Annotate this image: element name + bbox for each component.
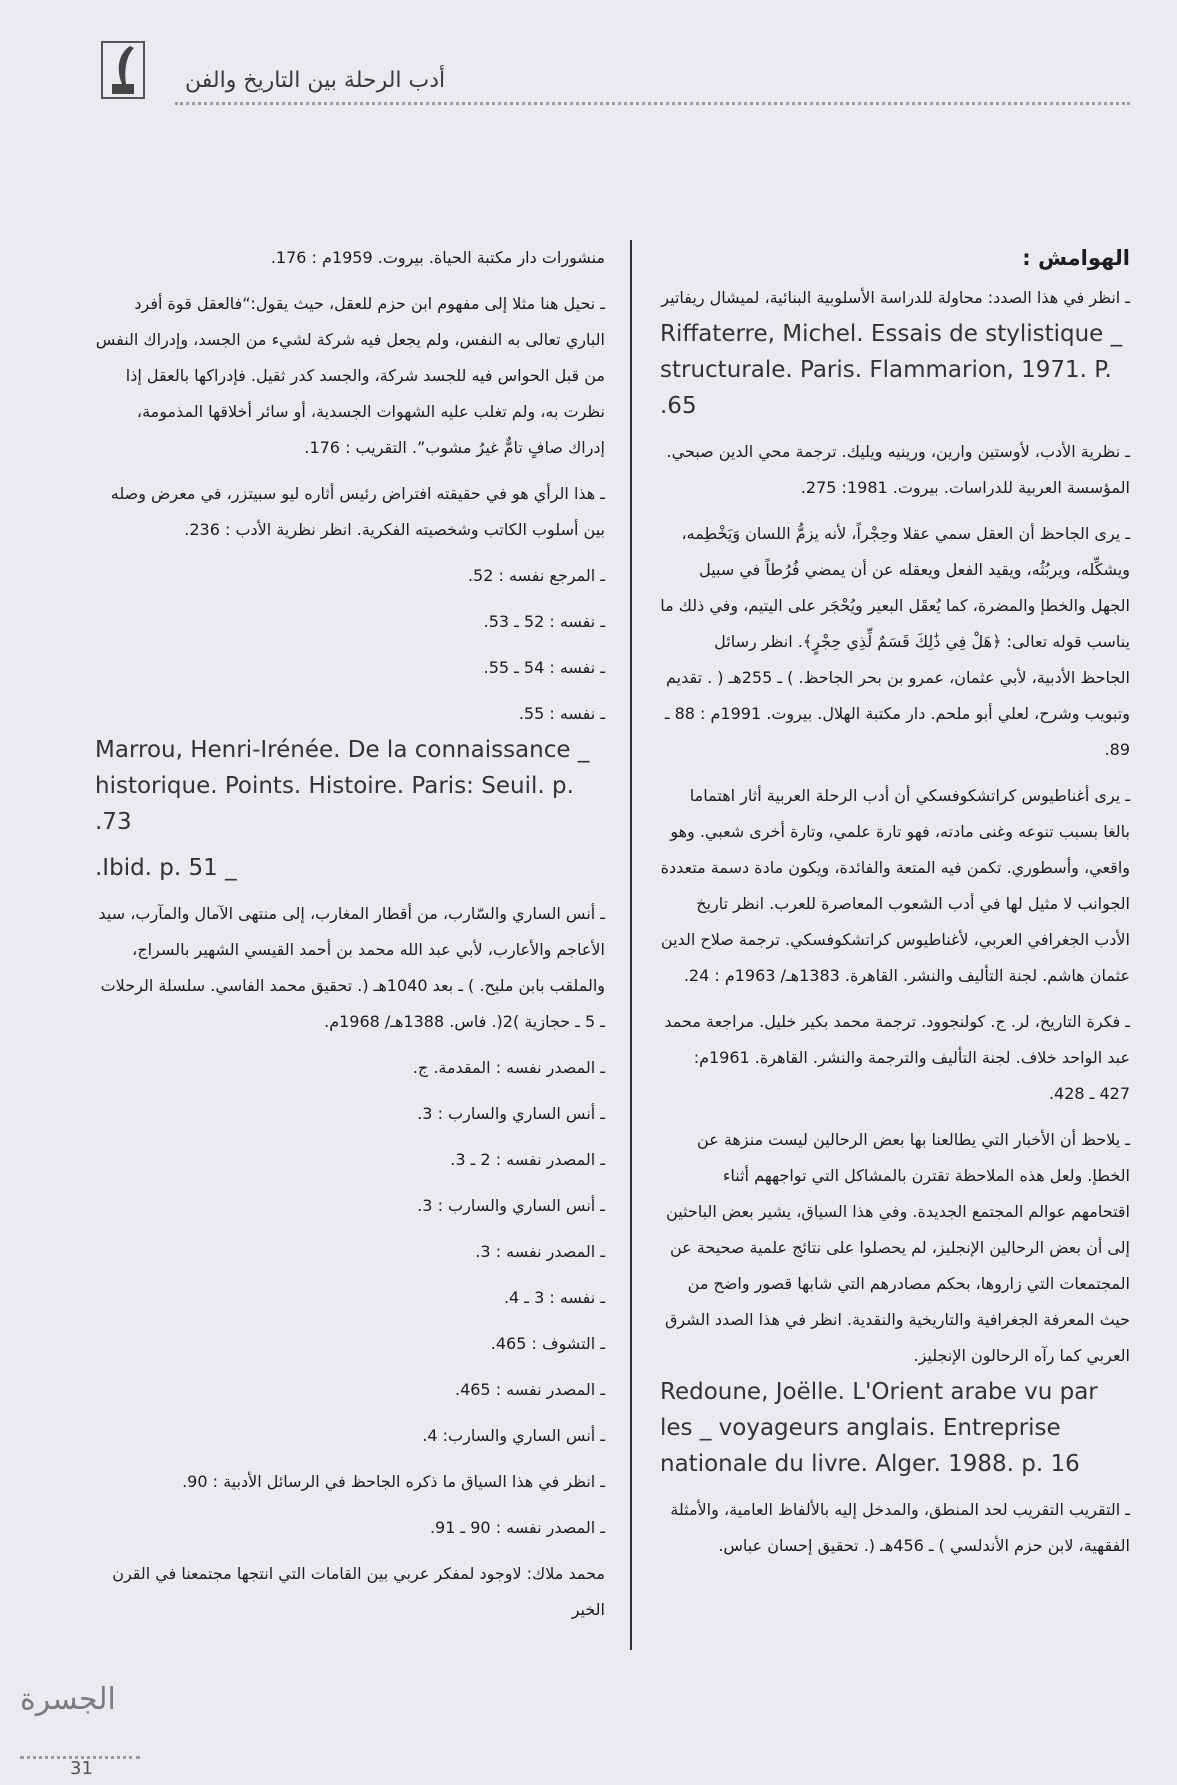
footnote [95,1418,605,1454]
footnote-text: ـ المصدر نفسه : 90 ـ 91. [429,1518,605,1537]
header-dotted-rule [175,102,1130,105]
footnote [660,1122,1130,1482]
footnote-text: ـ نحيل هنا مثلا إلى مفهوم ابن حزم للعقل، حيث يقول:“فالعقل قوة أفرد الباري تعالى به النفس، ولم يجعل فيه شركة لشيء من الجسد، وإدراك النفس من قبل الحواس فيه للجسد شركة، والجسد كدر ثقيل. فإدراكها بالعقل إذا نظرت به، ولم تغلب عليه الشهوات الجسدية، أو سائر أخلاقها المذمومة، إدراك صافٍ تامٌّ غيرُ مشوب”. التقريب : 176. [95,294,605,457]
footnote-text: ـ انظر في هذا الصدد: محاولة للدراسة الأسلوبية البنائية، لميشال ريفاتير [661,288,1130,307]
footnote-text: ـ نفسه : 54 ـ 55. [483,658,605,677]
footnote [95,1372,605,1408]
footnote-text: ـ نظرية الأدب، لأوستين وارين، ورينيه ويليك. ترجمة محي الدين صبحي. المؤسسة العربية للدراسات. بيروت. 1981: 275. [666,442,1130,497]
footnote [95,1464,605,1500]
page-header [95,40,1135,110]
footnote [95,604,605,640]
footnote-text: ـ المصدر نفسه : المقدمة. ج. [412,1058,605,1077]
footnote-text: ـ أنس الساري والسارب : 3. [417,1196,605,1215]
footnote [660,280,1130,424]
footnotes-right-column [660,240,1130,1574]
footnote-text: ـ يرى أغناطيوس كراتشكوفسكي أن أدب الرحلة العربية أثار اهتماما بالغا بسبب تنوعه وغنى مادته، فهو تارة علمي، وتارة أخرى شعبي. وهو واقعي، وأسطوري. تكمن فيه المتعة والفائدة، ويكون مادة دسمة متعددة الجوانب لا مثيل لها في أدب الشعوب المعاصرة للعرب. انظر تاريخ الأدب الجغرافي العربي، لأغناطيوس كراتشكوفسكي. ترجمة صلاح الدين عثمان هاشم. لجنة التأليف والنشر. القاهرة. 1383هـ/ 1963م : 24. [660,786,1130,985]
footnote-latin-ref: Marrou, Henri-Irénée. De la connaissance _ historique. Points. Histoire. Paris: Seuil. p. .73 [95,737,590,835]
footnote-text: ـ أنس الساري والسارب: 4. [422,1426,605,1445]
footnote-text: ـ نفسه : 3 ـ 4. [503,1288,605,1307]
footnote [660,778,1130,994]
footnote-text: ـ يلاحظ أن الأخبار التي يطالعنا بها بعض الرحالين ليست منزهة عن الخطإ. ولعل هذه الملاحظة تقترن بالمشاكل التي تواجههم أثناء اقتحامهم عوالم المجتمع الجديدة. وفي هذا السياق، يشير بعض الباحثين إلى أن بعض الرحالين الإنجليز، لم يحصلوا على نتائج علمية صحيحة عن المجتمعات التي زاروها، بحكم مصادرهم التي شابها قصور واضح من حيث المعرفة الجغرافية والتاريخية والنقدية. انظر في هذا الصدد الشرق العربي كما رآه الرحالون الإنجليز. [664,1130,1130,1365]
footnote-text: ـ يرى الجاحظ أن العقل سمي عقلا وحِجْراً، لأنه يزمُّ اللسان وَيَخْطِمه، ويشكِّله، ويربُثُه، ويقيد الفعل ويعقله عن أن يمضي فُرُطاً في سبيل الجهل والخطإ والمضرة، كما يُعقَل البعير ويُحْجَر على اليتيم، وفي ذلك ما يناسب قوله تعالى: ﴿هَلْ فِي ذَٰلِكَ قَسَمٌ لِّذِي حِجْرٍ﴾. انظر رسائل الجاحظ الأدبية، لأبي عثمان، عمرو بن بحر الجاحظ. ) ـ 255هـ ( . تقديم وتبويب وشرح، لعلي أبو ملحم. دار مكتبة الهلال. بيروت. 1991م : 88 ـ 89. [660,524,1130,759]
footnote [95,1096,605,1132]
footnote [95,1556,605,1628]
footnote [95,476,605,548]
footnote [95,1142,605,1178]
footnote-text: ـ نفسه : 55. [518,704,605,723]
footnote [95,896,605,1040]
footnote [95,1326,605,1362]
footnote [95,696,605,840]
footnotes-heading: الهوامش : [1022,246,1130,270]
footnote [95,1280,605,1316]
footnote-text: ـ هذا الرأي هو في حقيقته افتراض رئيس أثاره ليو سبيتزر، في معرض وصله بين أسلوب الكاتب وشخصيته الفكرية. انظر نظرية الأدب : 236. [110,484,605,539]
footnote-text: ـ نفسه : 52 ـ 53. [483,612,605,631]
footnote-latin-ref: Redoune, Joëlle. L'Orient arabe vu par les _ voyageurs anglais. Entreprise nationale du livre. Alger. 1988. p. 16 [660,1379,1098,1477]
footnote-text: ـ المصدر نفسه : 465. [454,1380,605,1399]
footnote-text: ـ أنس الساري والسّارب، من أقطار المغارب، إلى منتهى الآمال والمآرب، سيد الأعاجم والأعارب، لأبي عبد الله محمد بن أحمد القيسي الشهير بالسراج، والملقب بابن مليح. ) ـ بعد 1040هـ (. تحقيق محمد الفاسي. سلسلة الرحلات ـ 5 ـ حجازية )2(. فاس. 1388هـ/ 1968م. [98,904,605,1031]
footnote-text: ـ المصدر نفسه : 2 ـ 3. [450,1150,605,1169]
footnote [660,434,1130,506]
footnote [95,1050,605,1086]
running-title: أدب الرحلة بين التاريخ والفن [185,68,446,93]
footnote [660,516,1130,768]
footnote [95,1510,605,1546]
footnote [95,1188,605,1224]
footnote [95,558,605,594]
footnote [95,650,605,686]
footnote [95,1234,605,1270]
quill-inkwell-icon [100,40,146,100]
magazine-logo: الجسرة [20,1682,116,1717]
footnote-text: محمد ملاك: لاوجود لمفكر عربي بين القامات التي انتجها مجتمعنا في القرن الخير [112,1564,605,1619]
footnote-text: ـ التقريب التقريب لحد المنطق، والمدخل إليه بالألفاظ العامية، والأمثلة الفقهية، لابن حزم الأندلسي ) ـ 456هـ (. تحقيق إحسان عباس. [670,1500,1130,1555]
footnote-text: ـ انظر في هذا السياق ما ذكره الجاحظ في الرسائل الأدبية : 90. [182,1472,605,1491]
footnote-text: ـ التشوف : 465. [490,1334,605,1353]
footnote-latin-ref: Riffaterre, Michel. Essais de stylistique _ structurale. Paris. Flammarion, 1971. P. .65 [660,321,1123,419]
footnote-text: ـ أنس الساري والسارب : 3. [417,1104,605,1123]
footnote [95,240,605,276]
footnote-text: ـ فكرة التاريخ، لر. ج. كولنجوود. ترجمة محمد بكير خليل. مراجعة محمد عبد الواحد خلاف. لجنة التأليف والترجمة والنشر. القاهرة. 1961م: 427 ـ 428. [664,1012,1130,1103]
footnote [95,286,605,466]
footnotes-left-column [95,240,605,1638]
footnote-text: ـ المرجع نفسه : 52. [467,566,605,585]
footnote-latin-ref: .Ibid. p. 51 _ [95,855,237,881]
footnote [660,1492,1130,1564]
column-divider [630,240,632,1650]
page-number: 31 [70,1758,93,1779]
footnote-text: منشورات دار مكتبة الحياة. بيروت. 1959م : 176. [270,248,605,267]
footnote [660,1004,1130,1112]
footnote-text: ـ المصدر نفسه : 3. [475,1242,605,1261]
